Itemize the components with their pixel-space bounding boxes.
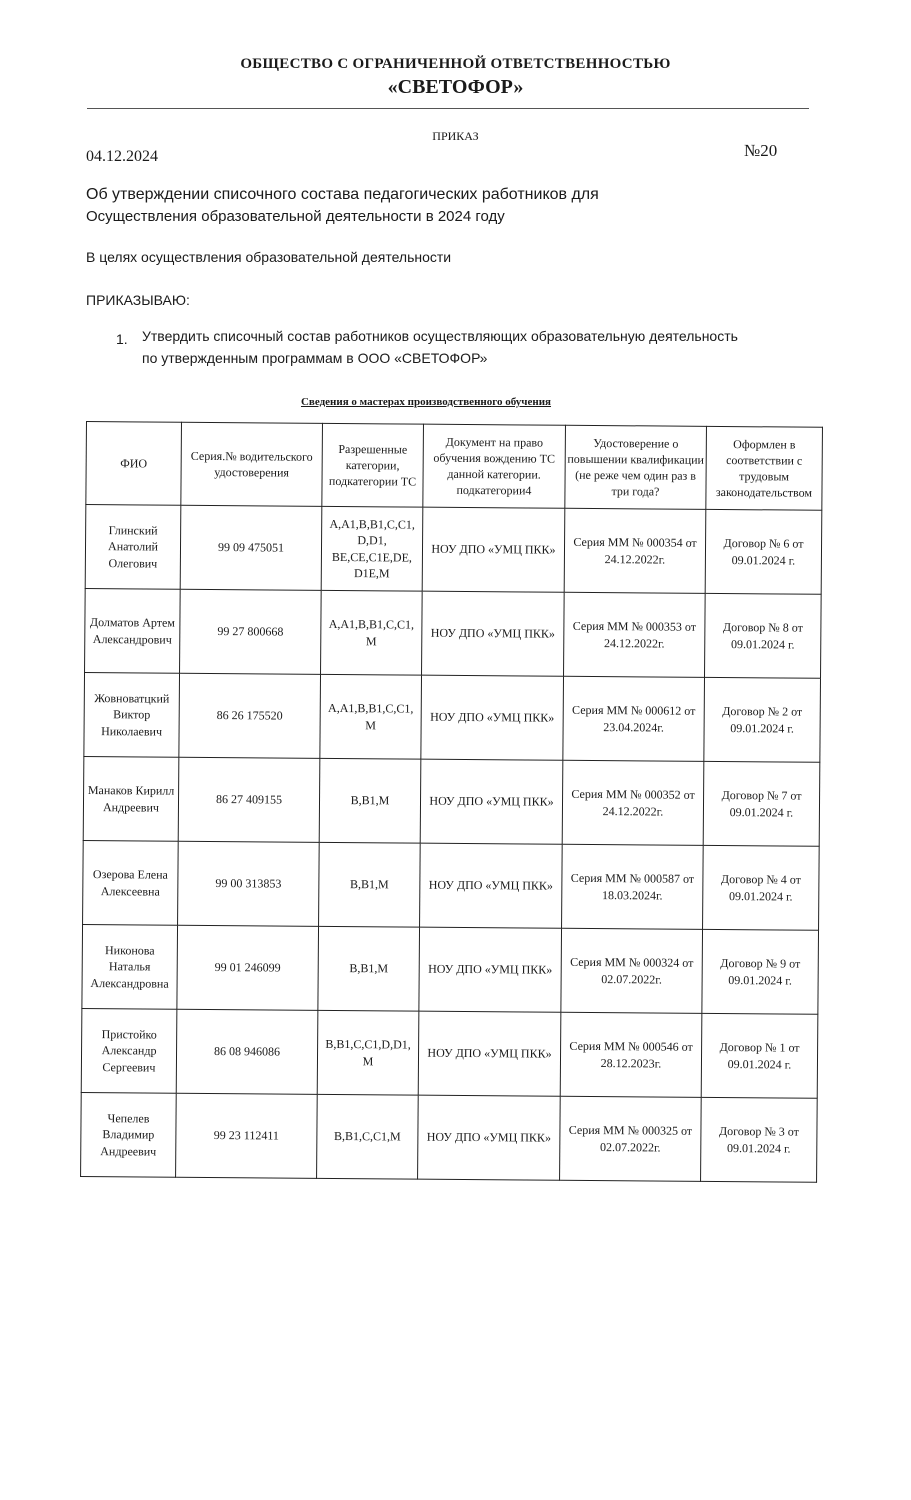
header-employment: Оформлен в соответствии с трудовым законодательством [706, 426, 823, 510]
item-text-line2: по утвержденным программам в ООО «СВЕТОФОР» [142, 350, 488, 366]
order-date: 04.12.2024 [86, 148, 158, 165]
order-number: №20 [744, 141, 778, 160]
cell-training-document: НОУ ДПО «УМЦ ПКК» [418, 1011, 561, 1096]
table-row [85, 588, 822, 678]
purpose-text: В целях осуществления образовательной деятельности [86, 249, 452, 265]
cell-license: 99 00 313853 [178, 841, 320, 926]
table-row [82, 924, 819, 1014]
cell-categories: В,В1,М [319, 758, 421, 843]
cell-qualification: Серия ММ № 000352 от 24.12.2022г. [562, 760, 704, 845]
org-name-line1: ОБЩЕСТВО С ОГРАНИЧЕННОЙ ОТВЕТСТВЕННОСТЬЮ [240, 56, 671, 72]
cell-training-document: НОУ ДПО «УМЦ ПКК» [420, 843, 563, 928]
cell-fio: Никонова Наталья Александровна [82, 924, 178, 1009]
cell-qualification: Серия ММ № 000353 от 24.12.2022г. [564, 592, 706, 677]
cell-license: 86 26 175520 [179, 673, 321, 758]
cell-fio: Жовноватцкий Виктор Николаевич [84, 672, 180, 757]
cell-categories: В,В1,М [318, 926, 420, 1011]
table-row [81, 1008, 818, 1098]
cell-license: 99 27 800668 [180, 589, 322, 674]
cell-categories: В,В1,С,С1,М [317, 1094, 419, 1179]
order-title-line1: Об утверждении списочного состава педагогических работников для [86, 186, 599, 203]
cell-license: 99 23 112411 [176, 1093, 318, 1178]
cell-employment: Договор № 8 от 09.01.2024 г. [705, 593, 822, 678]
header-license: Серия.№ водительского удостоверения [181, 422, 323, 506]
cell-employment: Договор № 4 от 09.01.2024 г. [703, 845, 820, 930]
header-fio: ФИО [86, 422, 182, 506]
cell-employment: Договор № 6 от 09.01.2024 г. [705, 509, 822, 594]
table-row [81, 1092, 818, 1182]
table-header-row [86, 422, 823, 511]
item-number: 1. [116, 331, 128, 347]
item-text-line1: Утвердить списочный состав работников осуществляющих образовательную деятельность [142, 328, 738, 344]
cell-qualification: Серия ММ № 000324 от 02.07.2022г. [561, 928, 703, 1013]
cell-categories: А,А1,В,В1,С,С1, М [320, 674, 422, 759]
cell-license: 99 01 246099 [177, 925, 319, 1010]
order-title-line2: Осуществления образовательной деятельности в 2024 году [86, 208, 505, 225]
cell-training-document: НОУ ДПО «УМЦ ПКК» [422, 591, 565, 676]
cell-fio: Озерова Елена Алексеевна [83, 840, 179, 925]
staff-table-wrapper [80, 421, 822, 1183]
cell-employment: Договор № 2 от 09.01.2024 г. [704, 677, 821, 762]
table-caption: Сведения о мастерах производственного обучения [300, 396, 552, 408]
cell-license: 86 27 409155 [178, 757, 320, 842]
cell-license: 99 09 475051 [180, 505, 322, 590]
table-row [83, 840, 820, 930]
cell-training-document: НОУ ДПО «УМЦ ПКК» [422, 507, 565, 592]
staff-table [80, 421, 823, 1183]
table-row [85, 505, 822, 595]
cell-qualification: Серия ММ № 000325 от 02.07.2022г. [560, 1096, 702, 1181]
cell-fio: Чепелев Владимир Андреевич [81, 1092, 177, 1177]
cell-fio: Глинский Анатолий Олегович [85, 505, 181, 590]
cell-qualification: Серия ММ № 000354 от 24.12.2022г. [564, 508, 706, 593]
cell-categories: В,В1,С,С1,D,D1, М [317, 1010, 419, 1095]
order-word: ПРИКАЗЫВАЮ: [86, 292, 190, 308]
cell-fio: Манаков Кирилл Андреевич [83, 756, 179, 841]
cell-training-document: НОУ ДПО «УМЦ ПКК» [418, 1095, 561, 1180]
cell-qualification: Серия ММ № 000587 от 18.03.2024г. [562, 844, 704, 929]
order-label: ПРИКАЗ [432, 129, 479, 143]
header-categories: Разрешенные категории, подкатегории ТС [322, 423, 424, 507]
header-training-document: Документ на право обучения вождению ТС данной категории. подкатегории4 [423, 424, 566, 508]
table-row [83, 756, 820, 846]
cell-employment: Договор № 1 от 09.01.2024 г. [701, 1013, 818, 1098]
header-divider [87, 108, 809, 109]
cell-categories: А,А1,В,В1,С,С1, М [321, 590, 423, 675]
cell-employment: Договор № 3 от 09.01.2024 г. [701, 1097, 818, 1182]
cell-employment: Договор № 9 от 09.01.2024 г. [702, 929, 819, 1014]
cell-categories: В,В1,М [319, 842, 421, 927]
cell-training-document: НОУ ДПО «УМЦ ПКК» [421, 675, 564, 760]
cell-fio: Пристойко Александр Сергеевич [81, 1008, 177, 1093]
cell-qualification: Серия ММ № 000546 от 28.12.2023г. [560, 1012, 702, 1097]
cell-training-document: НОУ ДПО «УМЦ ПКК» [419, 927, 562, 1012]
header-qualification: Удостоверение о повышении квалификации (не реже чем один раз в три года? [565, 425, 707, 509]
cell-fio: Долматов Артем Александрович [85, 588, 181, 673]
org-name-line2: «СВЕТОФОР» [387, 76, 524, 98]
cell-employment: Договор № 7 от 09.01.2024 г. [703, 761, 820, 846]
cell-training-document: НОУ ДПО «УМЦ ПКК» [420, 759, 563, 844]
cell-license: 86 08 946086 [176, 1009, 318, 1094]
cell-qualification: Серия ММ № 000612 от 23.04.2024г. [563, 676, 705, 761]
cell-categories: А,А1,В,В1,С,С1, D,D1, ВЕ,СЕ,С1Е,DЕ, D1Е,М [321, 506, 423, 591]
table-row [84, 672, 821, 762]
